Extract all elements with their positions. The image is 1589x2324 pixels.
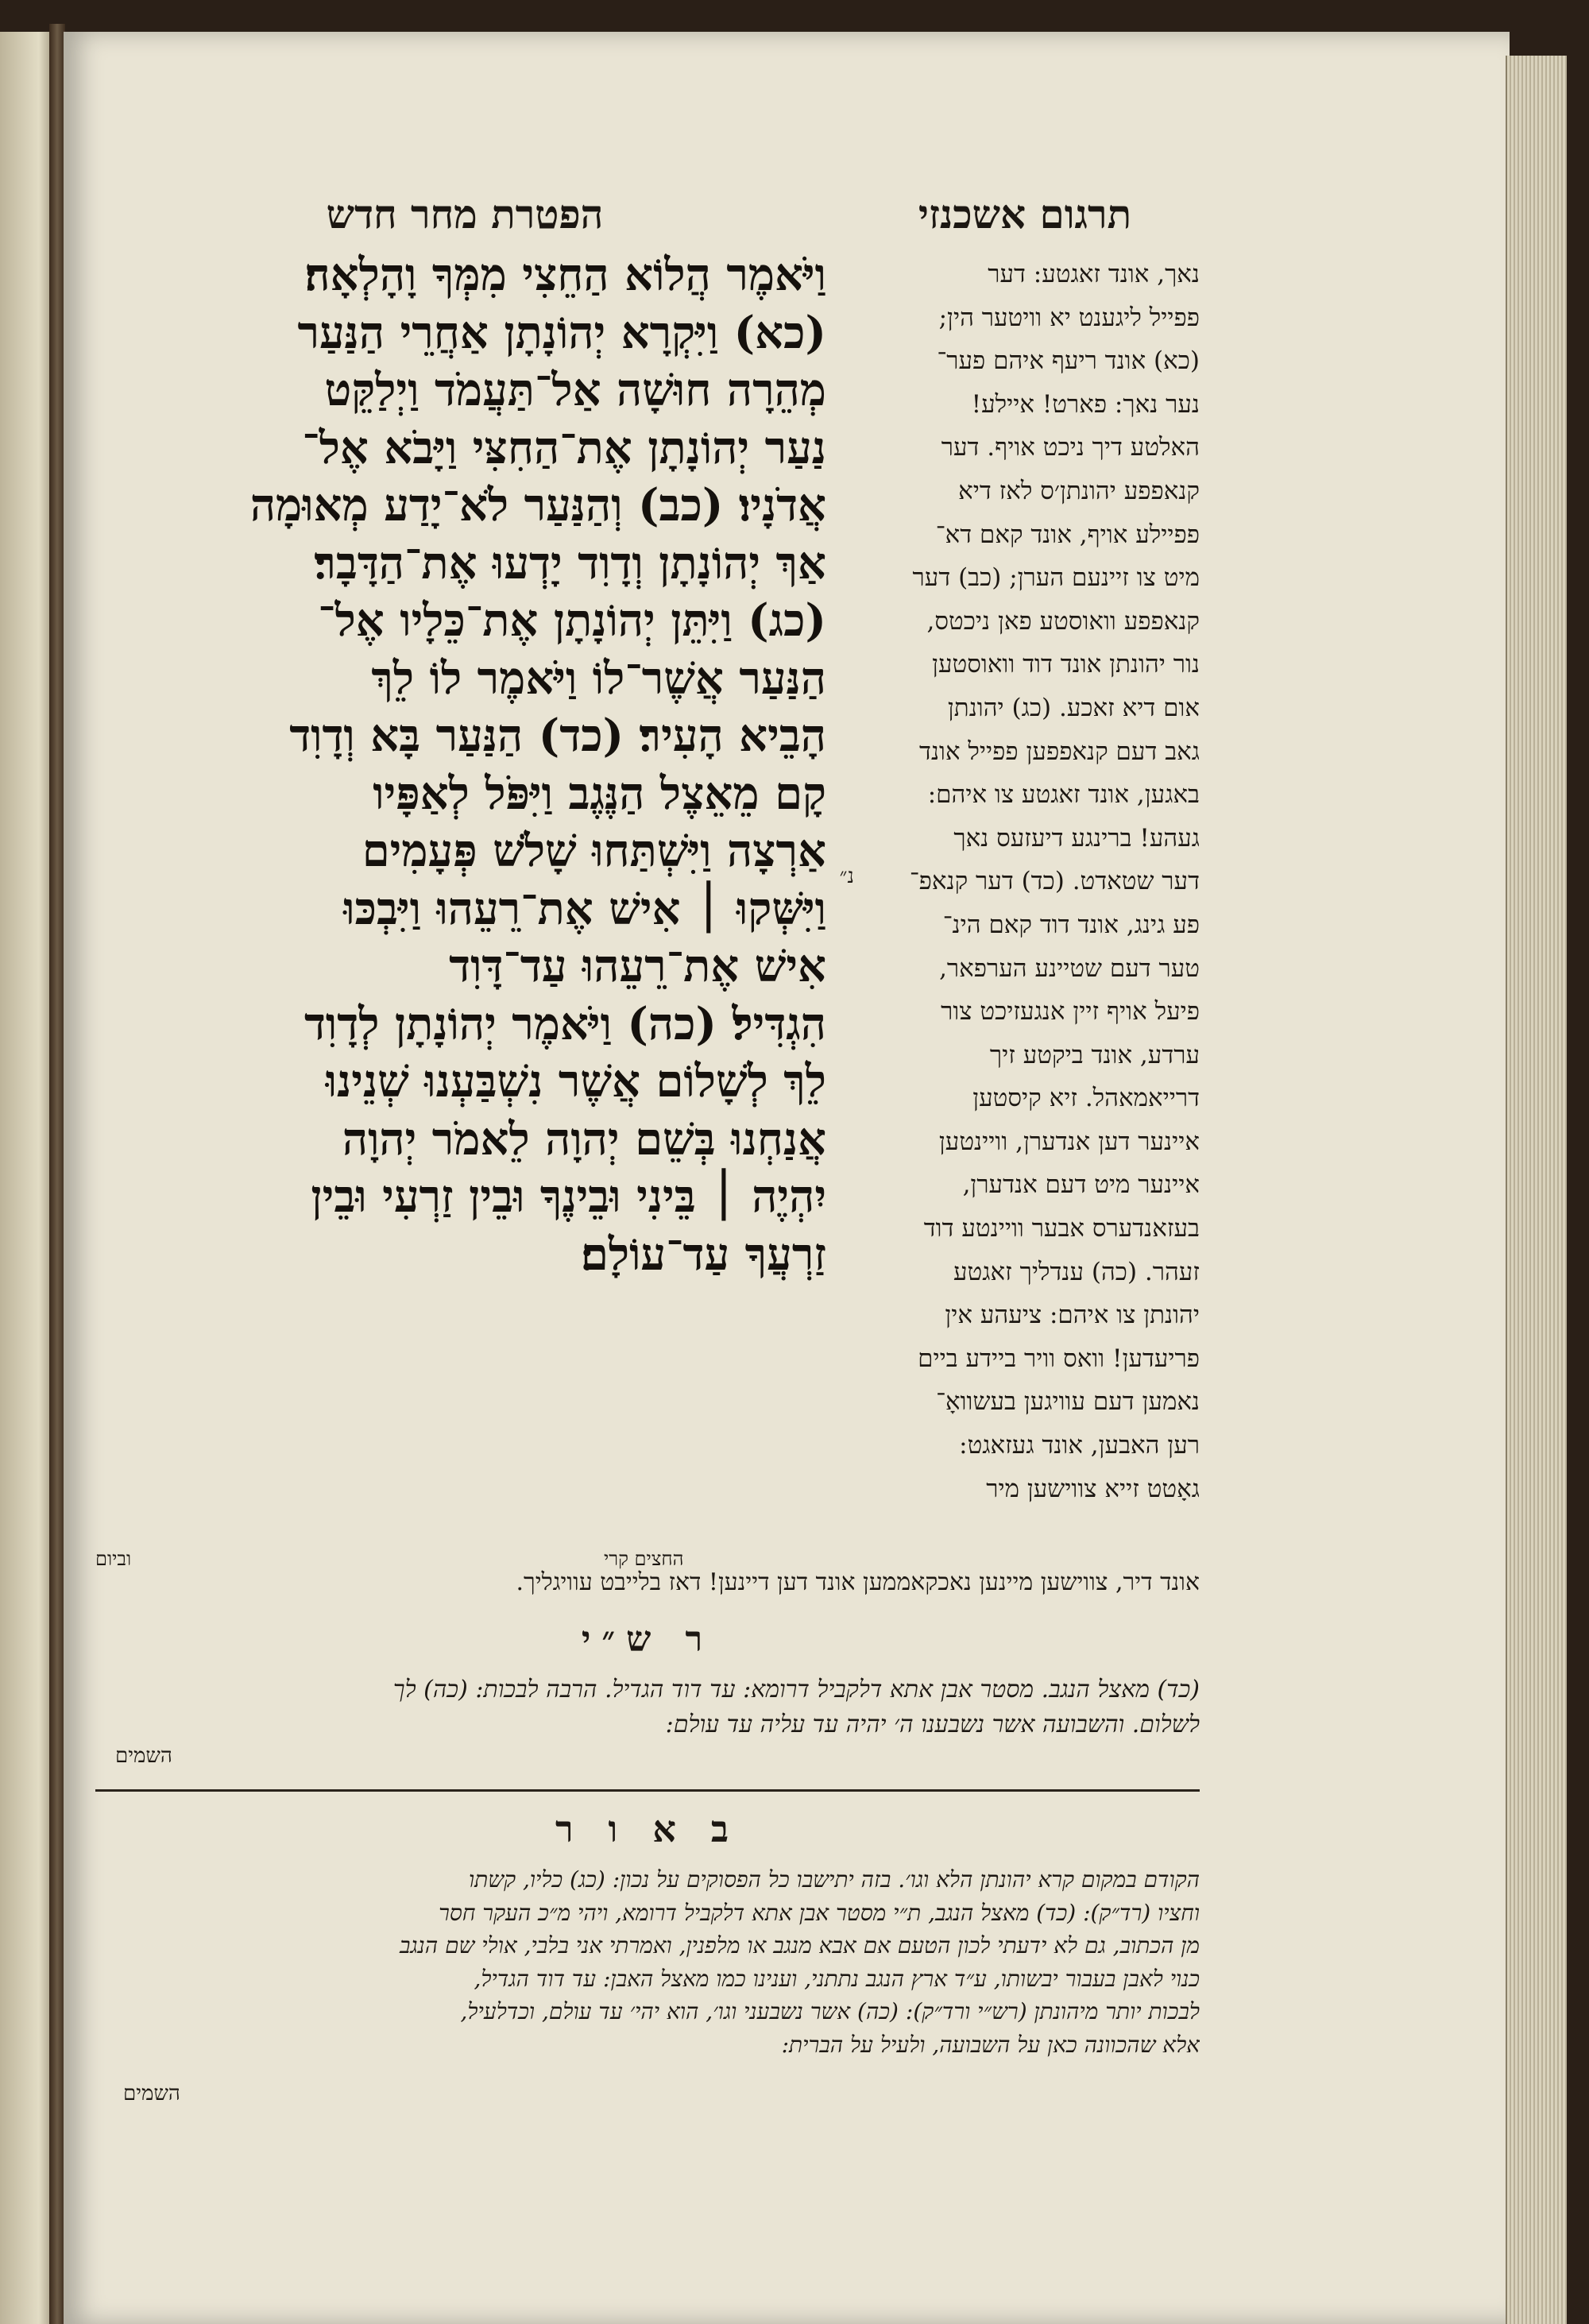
- targum-line: דער שטאדט. (כד) דער קנאפ־: [909, 867, 1200, 896]
- targum-line: גאב דעם קנאפפען פפייל אונד: [919, 737, 1200, 766]
- targum-line: גאָטט זייא צווישען מיר: [986, 1474, 1200, 1503]
- catchword-rashi: השמים: [115, 1744, 172, 1768]
- kri-note: החצים קרי: [604, 1548, 684, 1570]
- targum-line: אום דיא זאכע. (כג) יהונתן: [947, 693, 1200, 722]
- biur-line: אלא שהכוונה כאן על השבועה, ולעיל על הברית:: [781, 2031, 1200, 2058]
- targum-line: נאמען דעם עוויגען בעשוואָ־: [936, 1387, 1200, 1417]
- catchword-hebrew: וביום: [95, 1548, 132, 1570]
- targum-column: [850, 253, 1200, 1595]
- hebrew-line: לֵךְ לְשָׁלוֹם אֲשֶׁר נִשְׁבַּעְנוּ שְׁנֵינוּ: [325, 1055, 826, 1108]
- hebrew-line: וַיִּשְּׁקוּ ׀ אִישׁ אֶת־רֵעֵהוּ וַיִּבְכּוּ: [343, 882, 826, 935]
- hebrew-line: הָבֵיא הָעִיר׃ (כד) הַנַּעַר בָּא וְדָוִד: [289, 710, 826, 762]
- targum-line: בעזאנדערס אבער וויינטע דוד: [923, 1214, 1200, 1243]
- hebrew-line: קָם מֵאֵצֶל הַנֶּגֶב וַיִּפֹּל לְאַפָּיו: [373, 767, 826, 820]
- targum-line: פריעדען! וואס וויר ביידע ביים: [918, 1344, 1200, 1373]
- targum-line: האלטע דיך ניכט אויף. דער: [941, 433, 1200, 462]
- catchword-biur: השמים: [123, 2082, 180, 2106]
- targum-line: (כא) אונד ריעף איהם פער־: [937, 346, 1200, 376]
- rashi-commentary: [95, 1672, 1200, 1742]
- page-stack-edge: [1506, 56, 1567, 2324]
- rashi-title: ר ש״י: [581, 1619, 714, 1660]
- targum-line: איינער מיט דעם אנדערן,: [962, 1170, 1200, 1200]
- targum-line: איינער דען אנדערן, וויינטען: [938, 1127, 1200, 1156]
- biur-title: ב א ו ר: [555, 1808, 740, 1850]
- biur-line: וחציו (רד״ק): (כד) מאצל הנגב, ת״י מסטר אבן אתא דלקביל דרומא, ויהי מ״כ העקר חסר: [439, 1899, 1200, 1926]
- targum-line: פפייל ליגענט יא וויטער הין;: [938, 303, 1200, 332]
- targum-line: טער דעם שטיינע הערפאר,: [939, 953, 1200, 983]
- hebrew-line: אִישׁ אֶת־רֵעֵהוּ עַד־דָּוִד: [449, 940, 826, 992]
- rashi-line: לשלום. והשבועה אשר נשבענו ה׳ יהיה עד עליה עד עולם:: [665, 1711, 1200, 1738]
- targum-line: נער נאך: פארט! איילע!: [971, 389, 1200, 419]
- margin-mark: נ״: [839, 864, 854, 888]
- hebrew-text-column: [99, 246, 826, 1541]
- hebrew-line: אֲנַחְנוּ בְּשֵׁם יְהוָה לֵאמֹר יְהוָה: [342, 1112, 826, 1166]
- hebrew-line: (כא) וַיִּקְרָא יְהוֹנָתָן אַחֲרֵי הַנַּעַר: [297, 306, 826, 359]
- hebrew-line: נַעַר יְהוֹנָתָן אֶת־הַחִצִּי וַיָּבֹא אֶל־: [302, 421, 826, 474]
- targum-line: מיט צו זיינעם הערן; (כב) דער: [912, 563, 1200, 593]
- targum-line: רען האבען, אונד געזאגט:: [959, 1431, 1200, 1460]
- hebrew-line: זַרְעֲךָ עַד־עוֹלָם׃: [580, 1228, 826, 1281]
- targum-line: נור יהונתן אונד דוד וואוסטען: [932, 650, 1200, 679]
- left-page-edge: [0, 32, 56, 2324]
- biur-line: לבכות יותר מיהונתן (רש״י ורד״ק): (כה) אשר נשבעני וגו׳, הוא יהי׳ עד עולם, וכדלעיל,: [460, 1998, 1200, 2024]
- book-spine: [49, 24, 65, 2324]
- targum-line: זעהר. (כה) ענדליך זאגטע: [953, 1257, 1200, 1286]
- targum-line: פע גינג, אונד דוד קאם הינ־: [942, 910, 1200, 939]
- targum-line: יהונתן צו איהם: ציעהע אין: [945, 1301, 1200, 1330]
- targum-line: פפיילע אויף, אונד קאם דא־: [935, 520, 1200, 549]
- biur-line: הקודם במקום קרא יהונתן הלא וגו׳. בזה יתישבו כל הפסוקים על נכון: (כג) כליו, קשתו: [469, 1866, 1200, 1893]
- haftarah-header: הפטרת מחר חדש: [326, 191, 604, 238]
- targum-line: באגען, אונד זאגטע צו איהם:: [927, 780, 1200, 810]
- targum-line: ערדע, אונד ביקטע זיך: [989, 1040, 1200, 1069]
- targum-line: געהע! ברינגע דיעזעס נאך: [953, 823, 1200, 853]
- targum-line: קנאפפע יהונתן׳ס לאז דיא: [958, 476, 1200, 505]
- divider-rule: [95, 1789, 1200, 1792]
- biur-line: מן הכתוב, גם לא ידעתי לכון הטעם אם אבא מנגב או מלפנין, ואמרתי אני בלבי, אולי שם הנגב: [399, 1932, 1200, 1959]
- hebrew-line: יִהְיֶה ׀ בֵּינִי וּבֵינֶךָ וּבֵין זַרְעִי וּבֵין: [311, 1170, 826, 1223]
- hebrew-line: אַרְצָה וַיִּשְׁתַּחוּ שָׁלֹשׁ פְּעָמִים: [361, 825, 826, 877]
- hebrew-line: הִגְדִּיל׃ (כה) וַיֹּאמֶר יְהוֹנָתָן לְדָוִד: [304, 997, 826, 1050]
- hebrew-line: וַיֹּאמֶר הֲלוֹא הַחֵצִי מִמְּךָ וָהָלְאָה׃: [304, 249, 826, 301]
- hebrew-line: אֲדֹנָיו׃ (כב) וְהַנַּעַר לֹא־יָדַע מְאוּמָה: [249, 479, 826, 532]
- targum-last-line: אונד דיר, צווישען מיינען נאכקאממען אונד דען דיינען! דאז בלייבט עוויגליך.: [516, 1568, 1200, 1596]
- targum-line: קנאפפע וואוסטע פאן ניכטס,: [926, 606, 1200, 636]
- hebrew-line: (כג) וַיִּתֵּן יְהוֹנָתָן אֶת־כֵּלָיו אֶל־: [318, 594, 826, 647]
- biur-commentary: [95, 1863, 1200, 2061]
- hebrew-line: אַךְ יְהוֹנָתָן וְדָוִד יָדְעוּ אֶת־הַדָּבָר׃: [314, 536, 826, 590]
- hebrew-line: הַנַּעַר אֲשֶׁר־לוֹ וַיֹּאמֶר לוֹ לֵךְ: [371, 652, 826, 705]
- page-content: [95, 159, 1200, 2106]
- targum-header: תרגום אשכנזי: [918, 191, 1132, 238]
- targum-line: פיעל אויף זיין אנגעזיכט צור: [941, 997, 1200, 1027]
- biur-line: כנוי לאבן בעבור יבשותו, ע״ד ארץ הנגב נתתני, וענינו כמו מאצל האבן: עד דוד הגדיל,: [474, 1965, 1200, 1992]
- rashi-line: (כד) מאצל הנגב. מסטר אבן אתא דלקביל דרומא: עד דוד הגדיל. הרבה לבכות: (כה) לך: [392, 1676, 1200, 1703]
- hebrew-line: מְהֵרָה חוּשָׁה אַל־תַּעֲמֹד וַיְלַקֵּט: [324, 364, 826, 416]
- targum-line: נאך, אונד זאגטע: דער: [988, 260, 1200, 288]
- targum-line: דרייאמאהל. זיא קיסטען: [972, 1084, 1200, 1113]
